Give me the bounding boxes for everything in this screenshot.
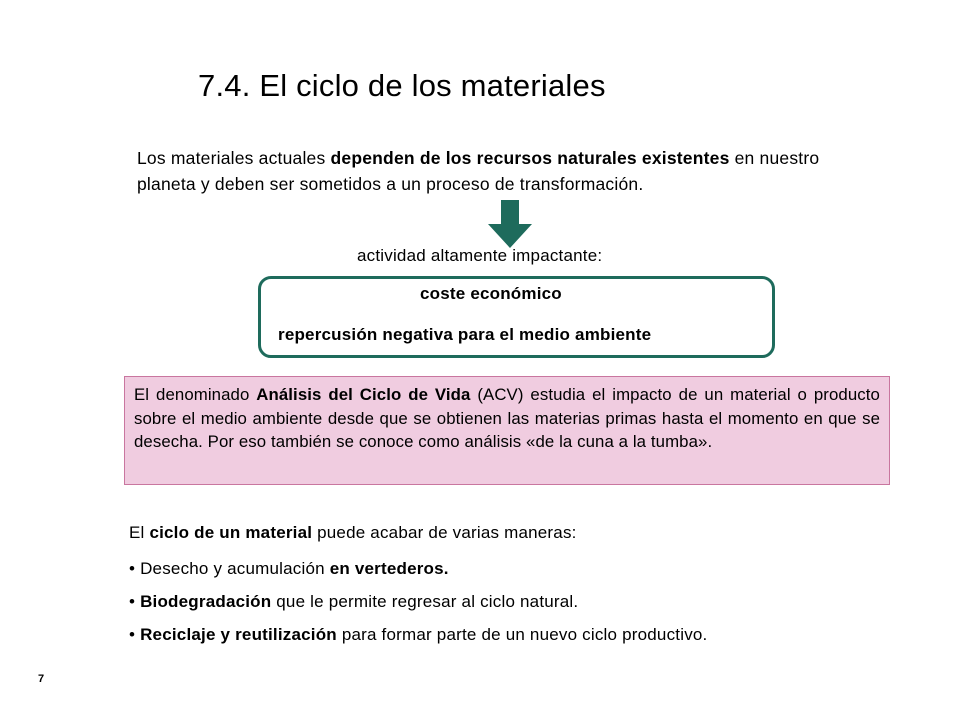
list-item <box>129 556 707 589</box>
list-item-bold: Reciclaje y reutilización <box>140 625 337 644</box>
bullet: • <box>129 592 141 611</box>
cycle-intro-bold: ciclo de un material <box>149 523 313 542</box>
list-item <box>129 589 707 622</box>
intro-bold-text: dependen de los recursos naturales existentes <box>330 148 730 168</box>
list-item-bold: Biodegradación <box>140 592 272 611</box>
list-item-text: Desecho y acumulación <box>140 559 330 578</box>
acv-info-box <box>124 376 890 485</box>
acv-text-end: (ACV) estudia el impacto de un material o producto sobre el medio ambiente desde que se obtienen las materias primas hasta el momento en que se desecha. Por eso también se conoce como análisis «de la cuna a la tumba». <box>134 385 880 451</box>
cycle-intro-start: El <box>129 523 150 542</box>
impact-label: actividad altamente impactante: <box>357 246 603 265</box>
intro-text-start: Los materiales actuales <box>137 148 331 168</box>
acv-bold-text: Análisis del Ciclo de Vida <box>256 385 471 404</box>
intro-paragraph <box>137 145 867 197</box>
impact-item-cost: coste económico <box>420 284 562 303</box>
down-arrow-icon <box>488 200 532 248</box>
page-title: 7.4. El ciclo de los materiales <box>198 68 606 103</box>
cycle-intro-end: puede acabar de varias maneras: <box>312 523 577 542</box>
intro-text-end: en nuestro planeta y deben ser sometidos a un proceso de transformación. <box>137 148 820 194</box>
page-number: 7 <box>38 673 45 685</box>
acv-text-start: El denominado <box>134 385 257 404</box>
list-item-bold: en vertederos. <box>329 559 449 578</box>
list-item-text-end: que le permite regresar al ciclo natural. <box>271 592 579 611</box>
cycle-list <box>129 556 707 655</box>
impact-item-environment: repercusión negativa para el medio ambiente <box>278 325 652 344</box>
list-item-text-end: para formar parte de un nuevo ciclo productivo. <box>336 625 708 644</box>
cycle-intro <box>129 523 577 543</box>
bullet: • <box>129 559 141 578</box>
list-item <box>129 622 707 655</box>
bullet: • <box>129 625 141 644</box>
